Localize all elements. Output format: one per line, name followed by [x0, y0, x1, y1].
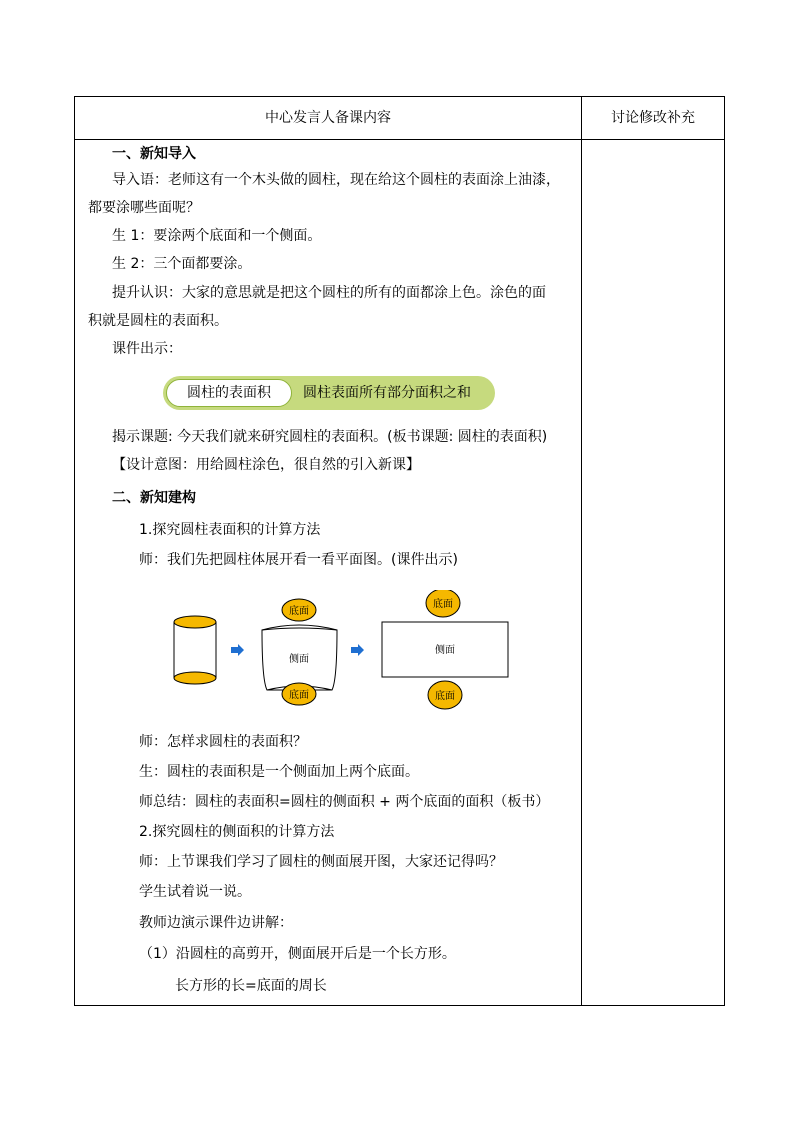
arrow-right-icon [231, 644, 244, 656]
section-heading-build: 二、新知建构 [112, 490, 196, 506]
base-label: 底面 [289, 690, 309, 701]
concept-banner [163, 376, 495, 410]
banner-term: 圆柱的表面积 [166, 379, 292, 407]
side-label: 侧面 [435, 645, 455, 656]
unrolling-figure [262, 599, 337, 705]
lesson-content [75, 140, 581, 1006]
section-heading-intro: 一、新知导入 [112, 146, 196, 162]
base-label: 底面 [435, 691, 455, 702]
text-line: 长方形的长=底面的周长 [175, 978, 327, 994]
banner-definition: 圆柱表面所有部分面积之和 [303, 385, 471, 401]
side-label: 侧面 [289, 654, 309, 665]
text-line: 都要涂哪些面呢？ [88, 200, 200, 216]
text-line: 揭示课题: 今天我们就来研究圆柱的表面积。(板书课题: 圆柱的表面积) [112, 429, 548, 445]
text-line: 学生试着说一说。 [139, 884, 251, 900]
lesson-plan-table [74, 96, 725, 1006]
text-line: 生 1：要涂两个底面和一个侧面。 [112, 228, 322, 244]
design-intent-note: 【设计意图：用给圆柱涂色，很自然的引入新课】 [112, 457, 420, 473]
text-line: 导入语：老师这有一个木头做的圆柱，现在给这个圆柱的表面涂上油漆， [112, 172, 560, 188]
text-line: 师：怎样求圆柱的表面积？ [139, 734, 307, 750]
cylinder-figure [174, 616, 216, 684]
text-line: 师总结：圆柱的表面积=圆柱的侧面积 + 两个底面的面积（板书） [139, 794, 550, 810]
text-line: 2.探究圆柱的侧面积的计算方法 [139, 824, 335, 840]
text-line: 积就是圆柱的表面积。 [88, 313, 228, 329]
side-column-header: 讨论修改补充 [611, 110, 695, 126]
cylinder-bottom [174, 672, 216, 684]
base-label: 底面 [289, 606, 309, 617]
text-line: （1）沿圆柱的高剪开，侧面展开后是一个长方形。 [139, 946, 456, 962]
cylinder-body [174, 622, 216, 678]
text-line: 1.探究圆柱表面积的计算方法 [139, 522, 321, 538]
text-line: 师：我们先把圆柱体展开看一看平面图。(课件出示) [139, 552, 458, 568]
text-line: 课件出示： [112, 341, 182, 357]
arrow-right-icon [351, 644, 364, 656]
main-column-header: 中心发言人备课内容 [265, 110, 391, 126]
text-line: 提升认识：大家的意思就是把这个圆柱的所有的面都涂上色。涂色的面 [112, 285, 546, 301]
cylinder-net-diagram [165, 590, 525, 720]
text-line: 师：上节课我们学习了圆柱的侧面展开图，大家还记得吗？ [139, 854, 503, 870]
base-label: 底面 [433, 599, 453, 610]
text-line: 生 2：三个面都要涂。 [112, 256, 252, 272]
cylinder-top [174, 616, 216, 628]
cylinder-net [382, 590, 508, 709]
column-divider [581, 97, 582, 1005]
text-line: 教师边演示课件边讲解： [139, 915, 293, 931]
text-line: 生：圆柱的表面积是一个侧面加上两个底面。 [139, 764, 419, 780]
